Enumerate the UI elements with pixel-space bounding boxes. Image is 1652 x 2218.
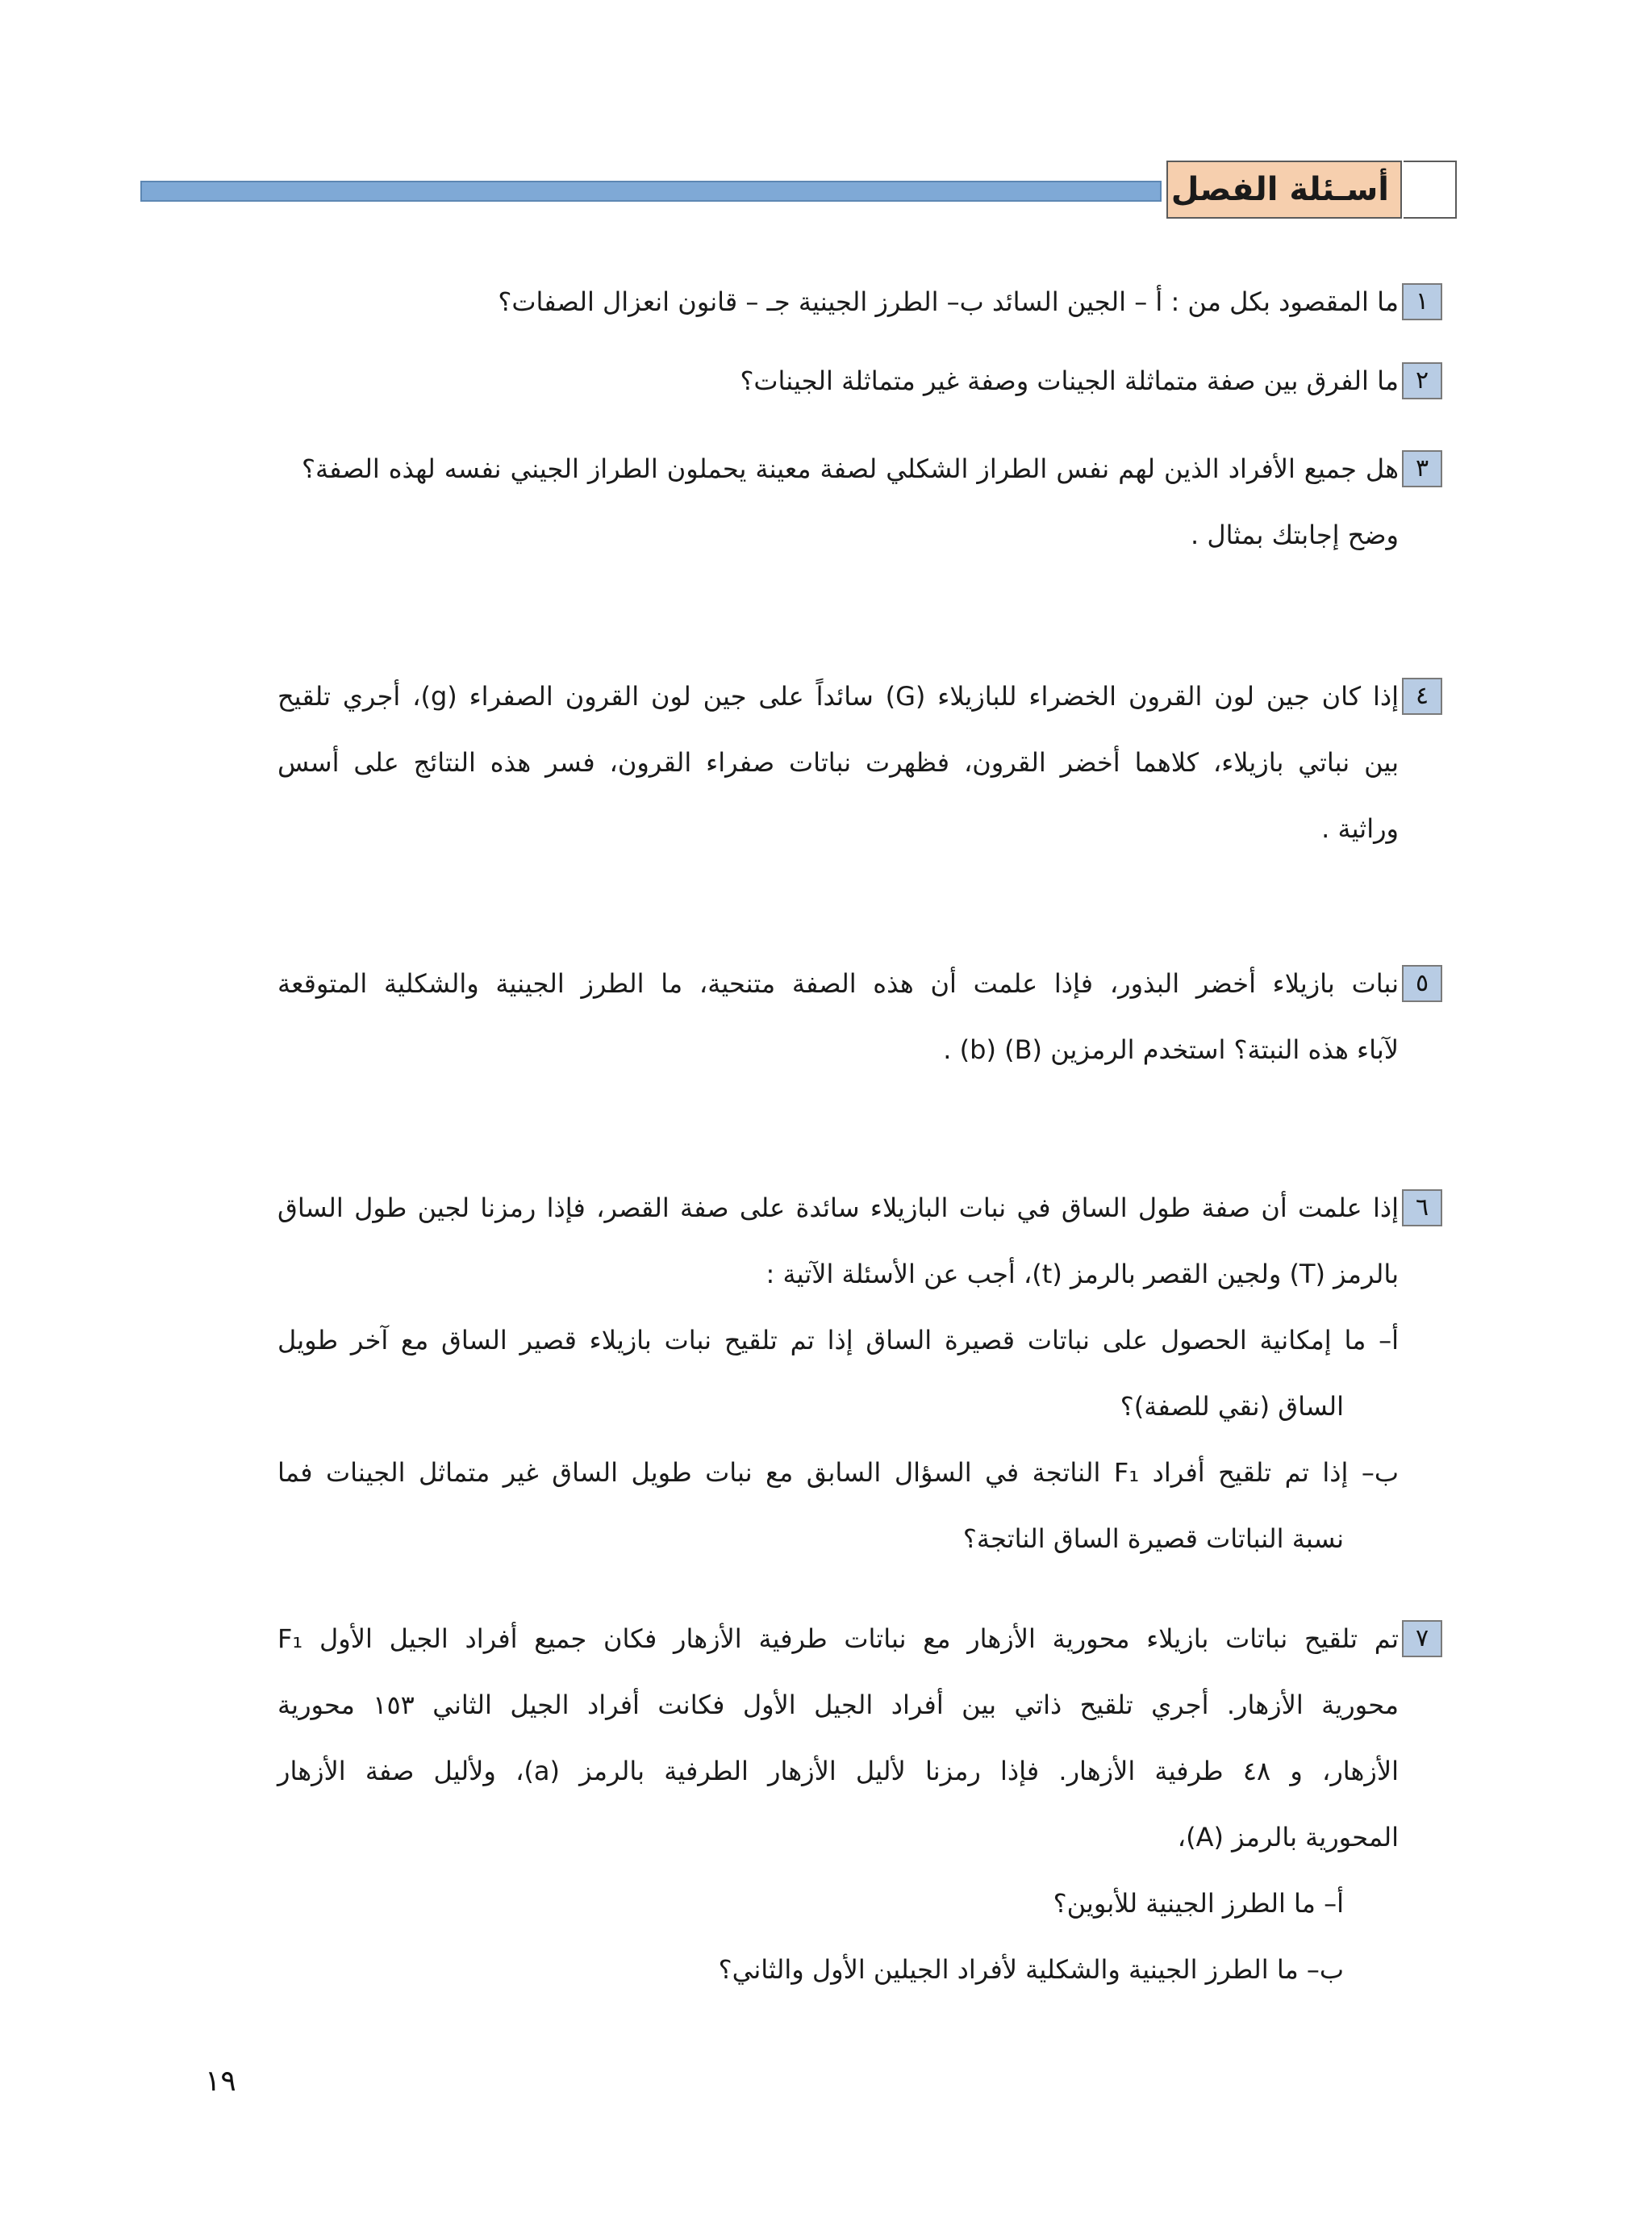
question-1: [302, 269, 1429, 335]
sub-question-a-line: الساق (نقي للصفة)؟: [1120, 1391, 1344, 1422]
question-text-line: هل جميع الأفراد الذين لهم نفس الطراز الشكلي لصفة معينة يحملون الطراز الجيني نفسه لهذه الصفة؟: [302, 453, 1399, 484]
chapter-questions-title: أسـئلة الفصل: [1166, 161, 1402, 219]
sub-question-b-line: ب– ما الطرز الجينية والشكلية لأفراد الجيلين الأول والثاني؟: [718, 1954, 1344, 1985]
header-decorative-bar: [140, 181, 1162, 202]
question-text-line: ما المقصود بكل من : أ – الجين السائد ب– الطرز الجينية جـ – قانون انعزال الصفات؟: [498, 286, 1399, 317]
question-text-line: المحورية بالرمز (A)،: [1177, 1822, 1399, 1853]
question-4: [277, 663, 1429, 862]
question-5: [277, 950, 1429, 1083]
header-corner-box: [1404, 161, 1457, 219]
chapter-header: [0, 161, 1652, 220]
question-text-line: نبات بازيلاء أخضر البذور، فإذا علمت أن هذه الصفة متنحية، ما الطرز الجينية والشكلية المتوقعة: [277, 968, 1399, 999]
sub-question-a-line: أ– ما الطرز الجينية للأبوين؟: [1053, 1888, 1344, 1919]
question-text-line: الأزهار، و ٤٨ طرفية الأزهار. فإذا رمزنا لأليل الأزهار الطرفية بالرمز (a)، ولأليل صفة الأزهار: [277, 1756, 1400, 1786]
question-text-line: وضح إجابتك بمثال .: [1191, 520, 1399, 550]
sub-question-b-line: ب– إذا تم تلقيح أفراد F₁ الناتجة في السؤال السابق مع نبات طويل الساق غير متماثل الجينات فما: [277, 1457, 1400, 1488]
question-text-line: بين نباتي بازيلاء، كلاهما أخضر القرون، فظهرت نباتات صفراء القرون، فسر هذه النتائج على أسس: [277, 747, 1399, 778]
question-text-line: بالرمز (T) ولجين القصر بالرمز (t)، أجب عن الأسئلة الآتية :: [766, 1259, 1399, 1289]
question-number-badge: ٦: [1402, 1189, 1442, 1226]
question-number-badge: ٣: [1402, 450, 1442, 487]
question-text-line: محورية الأزهار. أجري تلقيح ذاتي بين أفراد الجيل الأول فكانت أفراد الجيل الثاني ١٥٣ محورية: [277, 1690, 1400, 1720]
question-number-badge: ٥: [1402, 965, 1442, 1002]
page-number: ١٩: [205, 2065, 236, 2098]
question-text-line: تم تلقيح نباتات بازيلاء محورية الأزهار مع نباتات طرفية الأزهار فكان جميع أفراد الجيل الأول F₁: [277, 1623, 1399, 1654]
question-text-line: ما الفرق بين صفة متماثلة الجينات وصفة غير متماثلة الجينات؟: [740, 365, 1399, 396]
question-number-badge: ١: [1402, 283, 1442, 320]
question-3: [302, 436, 1429, 568]
question-text-line: إذا كان جين لون القرون الخضراء للبازيلاء (G) سائداً على جين لون القرون الصفراء (g)، أجري تلقيح: [277, 681, 1400, 712]
question-number-badge: ٢: [1402, 362, 1442, 399]
question-number-badge: ٤: [1402, 678, 1442, 715]
sub-question-a-line: أ– ما إمكانية الحصول على نباتات قصيرة الساق إذا تم تلقيح نبات بازيلاء قصير الساق مع آخر طويل: [277, 1325, 1399, 1355]
question-7: [277, 1606, 1429, 2003]
question-number-badge: ٧: [1402, 1620, 1442, 1657]
question-text-line: لآباء هذه النبتة؟ استخدم الرمزين (B) (b) .: [943, 1034, 1399, 1065]
question-text-line: إذا علمت أن صفة طول الساق في نبات البازيلاء سائدة على صفة القصر، فإذا رمزنا لجين طول الساق: [277, 1193, 1399, 1223]
question-text-line: وراثية .: [1321, 813, 1399, 844]
sub-question-b-line: نسبة النباتات قصيرة الساق الناتجة؟: [962, 1523, 1344, 1554]
question-6: [277, 1175, 1429, 1572]
question-2: [302, 348, 1429, 414]
